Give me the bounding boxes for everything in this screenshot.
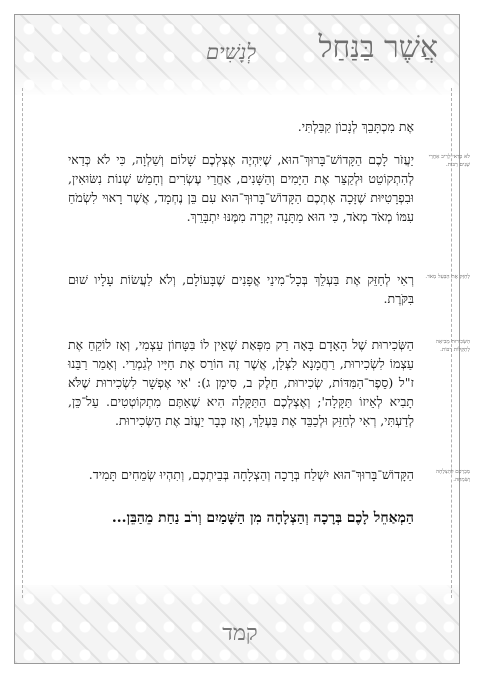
margin-note: לֹא כְּדַאי לָרִיב אַחֲרֵי שָׁנִים רַבּוֹת. [428, 154, 470, 168]
header-brand: אֲשֶׁר בַּנַּחַל [318, 30, 438, 65]
paragraph-drinking: הַשְּׂכִירוּת שֶׁל הָאָדָם בָּאָה רַק מִפְּאַת שֶׁאֵין לוֹ בִּטָּחוֹן עַצְמִי, וְאָז לוֹקֵחַ אֶת עַצְמוֹ לִשְׂכִירוּת, רַחֲמָנָא לִצְּלַן, אֲשֶׁר זֶה הוֹרֵס אֶת חַיָּיו לְגַמְרֵי. וְאָמַר רַבֵּנוּ ז"ל (סֵפֶר־הַמִּדּוֹת, שְׂכִירוּת, חֵלֶק ב, סִימָן ג): 'אִי אֶפְשָׁר לִשְׂכִירוּת שֶׁלֹּא תָבִיא לְאֵיזוֹ תַּקָּלָה'; וְאֶצְלְכֶם הַתַּקָּלָה הִיא שֶׁאַתֶּם מִתְקוֹטְטִים. עַל־כֵּן, לְדַעְתִּי, רְאִי לְחַזֵּק וּלְכַבֵּד אֶת בַּעְלֵךְ, וְאָז כְּבָר יַעֲזֹב אֶת הַשְּׂכִירוּת. [68, 337, 414, 428]
paragraph-peace: יַעֲזֹר לָכֶם הַקָּדוֹשׁ־בָּרוּךְ־הוּא, שֶׁיִּהְיֶה אֶצְלְכֶם שָׁלוֹם וְשַׁלְוָה, כִּי לֹא כְּדַאי לְהִתְקוֹטֵט וּלְקַצֵּר אֶת הַיָּמִים וְהַשָּׁנִים, אַחֲרֵי עֶשְׂרִים וְחָמֵשׁ שְׁנוֹת נִשּׂוּאִין, וּבִפְרָטִיּוּת שֶׁזָּכָה אֶתְכֶם הַקָּדוֹשׁ־בָּרוּךְ־הוּא עִם בֵּן נֶחְמָד, אֲשֶׁר רָאוּי לִשְׂמֹחַ עִמּוֹ מְאֹד מְאֹד, כִּי הוּא מַתָּנָה יְקָרָה מִמֶּנּוּ יִתְבָּרֵךְ. [68, 152, 414, 224]
margin-note: הַשְּׂכִירוּת מְבִיאָה לְתַקָּלוֹת רַבּוֹת. [435, 339, 470, 353]
left-dashed-border [22, 88, 23, 598]
page-number: קמד [222, 621, 258, 646]
margin-note: מְבָרְכָם לְהַצְלָחָה וְשִׂמְחָה. [435, 469, 470, 483]
header-subtitle: לְנָשִׁים [206, 40, 257, 64]
paragraph-blessing: הַקָּדוֹשׁ־בָּרוּךְ־הוּא יִשְׁלַח בְּרָכָה וְהַצְלָחָה בְּבֵיתְכֶם, וְתִהְיוּ שְׂמֵחִים תָּמִיד. [88, 467, 414, 482]
paragraph-strengthen: רְאִי לְחַזֵּק אֶת בַּעְלֵךְ בְּכָל־מִינֵי אֳפָנִים שֶׁבָּעוֹלָם, וְלֹא לַעֲשׂוֹת עָלָיו שׁוּם בִּקֹּרֶת. [68, 272, 414, 306]
paragraph-opening: אֶת מִכְתָּבֵךְ לְנָכוֹן קִבַּלְתִּי. [297, 119, 414, 134]
margin-note: לְחַזֵּק אֶת הַבַּעַל מְאֹד. [425, 274, 470, 280]
closing-line: הַמְאַחֵל לָכֶם בְּרָכָה וְהַצְלָחָה מִן הַשָּׁמַיִם וְרֹב נַחַת מֵהַבֵּן... [111, 510, 414, 526]
